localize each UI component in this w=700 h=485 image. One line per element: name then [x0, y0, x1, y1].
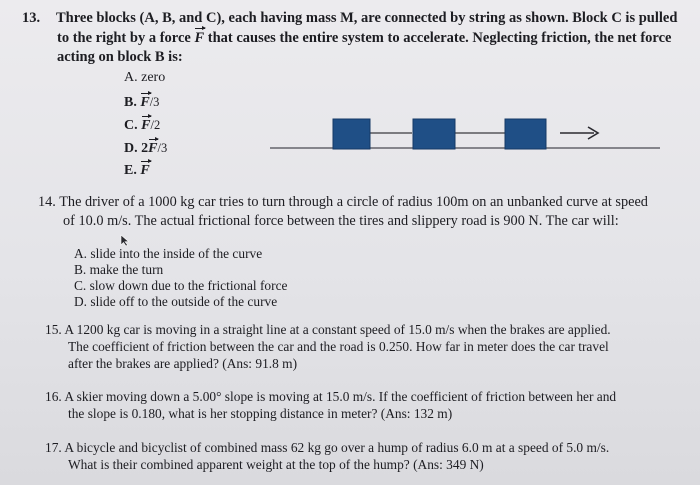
q13-text-1: Three blocks (A, B, and C), each having mass M, are connected by string as shown. Block C is pulled [56, 10, 678, 26]
q13-text-2a: to the right by a force [57, 30, 191, 46]
q16-text-1: A skier moving down a 5.00° slope is moving at 15.0 m/s. If the coefficient of friction between her and [64, 389, 617, 404]
q14-option-d: D. slide off to the outside of the curve [74, 294, 278, 309]
q15-line-2: The coefficient of friction between the car and the road is 0.250. How far in meter does the car travel [68, 339, 609, 354]
q16-number: 16. [45, 389, 62, 404]
q13-option-a-label: A. [124, 70, 138, 85]
force-vector-symbol: F [194, 30, 205, 46]
q13-option-c-suffix: /2 [150, 118, 161, 132]
q13-option-c [124, 117, 160, 134]
q14-text-1: The driver of a 1000 kg car tries to turn through a circle of radius 100m on an unbanked curve at speed [59, 194, 648, 210]
q13-line-2 [57, 30, 671, 46]
q16-line-1 [45, 389, 616, 405]
block-a [333, 119, 370, 149]
q13-option-b-symbol: F [140, 95, 150, 110]
q17-line-1 [45, 440, 609, 456]
blocks-diagram [260, 110, 670, 160]
block-c [505, 119, 546, 149]
q13-option-d-symbol: F [148, 141, 158, 156]
q13-option-d-prefix: 2 [141, 141, 149, 156]
q16-line-2: the slope is 0.180, what is her stopping distance in meter? (Ans: 132 m) [68, 406, 453, 421]
q13-option-b-label: B. [124, 95, 137, 110]
q13-option-a [124, 70, 165, 86]
q14-line-1 [38, 194, 648, 210]
q15-line-1 [45, 322, 611, 338]
q17-line-2: What is their combined apparent weight at the top of the hump? (Ans: 349 N) [68, 457, 484, 472]
q14-number: 14. [38, 194, 56, 210]
q13-option-e-label: E. [124, 163, 137, 178]
q14-option-a: A. slide into the inside of the curve [74, 246, 263, 261]
q17-number: 17. [45, 440, 62, 455]
q13-option-a-text: zero [141, 70, 166, 85]
q13-number: 13. [22, 10, 41, 26]
q13-option-d-label: D. [124, 141, 138, 156]
q14-line-2: of 10.0 m/s. The actual frictional force between the tires and slippery road is 900 N. The car will: [63, 213, 619, 229]
q13-option-c-symbol: F [141, 118, 151, 133]
q13-option-b-suffix: /3 [149, 95, 160, 109]
q14-option-c: C. slow down due to the frictional force [74, 278, 288, 293]
q15-number: 15. [45, 322, 62, 337]
q13-line-3: acting on block B is: [57, 49, 183, 65]
q14-option-b: B. make the turn [74, 262, 164, 277]
q15-line-3: after the brakes are applied? (Ans: 91.8 m) [68, 356, 298, 371]
q17-text-1: A bicycle and bicyclist of combined mass 62 kg go over a hump of radius 6.0 m at a speed of 5.0 m/s. [64, 440, 610, 455]
q13-option-e-symbol: F [140, 163, 150, 178]
q13-option-e [124, 163, 150, 179]
q13-line-1 [22, 10, 677, 26]
q13-option-c-label: C. [124, 118, 138, 133]
q13-option-d-suffix: /3 [157, 141, 168, 155]
q15-text-1: A 1200 kg car is moving in a straight line at a constant speed of 15.0 m/s when the brakes are applied. [64, 322, 611, 337]
q13-option-d [124, 140, 167, 157]
q13-text-2b: that causes the entire system to accelerate. Neglecting friction, the net force [207, 30, 672, 46]
q13-option-b [124, 94, 159, 111]
block-b [413, 119, 455, 149]
